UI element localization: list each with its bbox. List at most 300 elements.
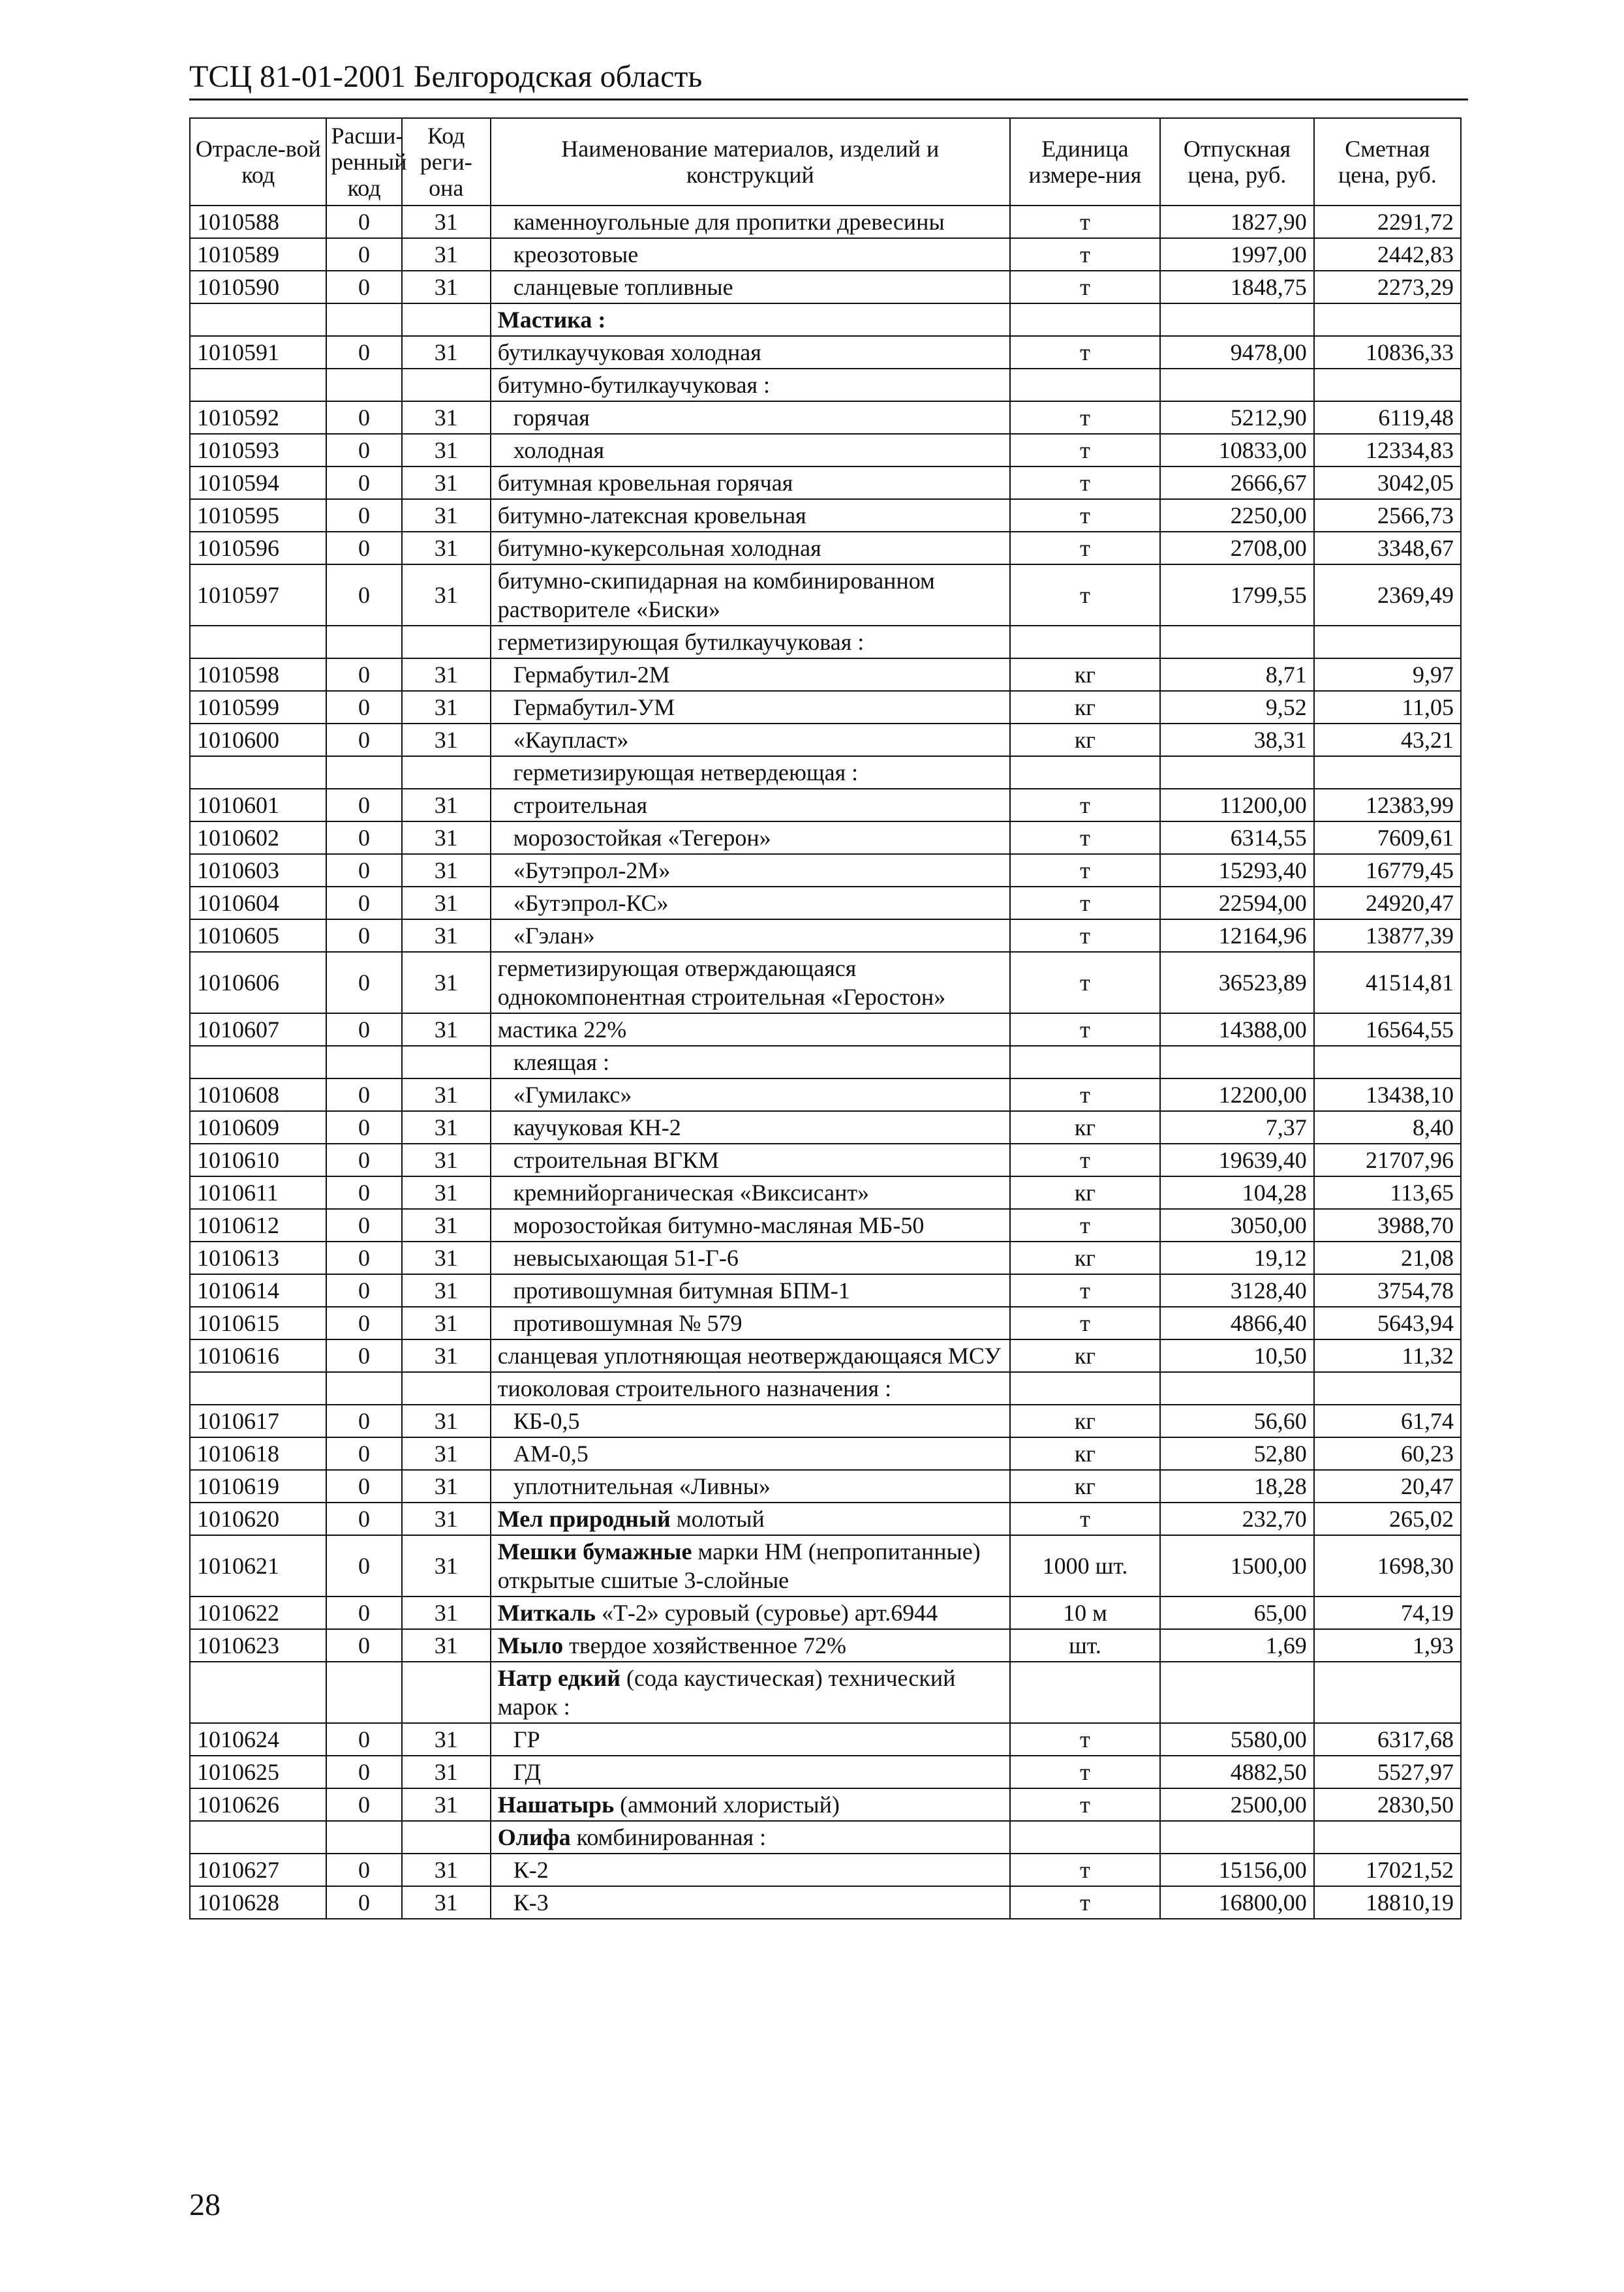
region-code-cell bbox=[402, 756, 491, 789]
estimate-price-cell bbox=[1314, 1821, 1461, 1854]
region-code-cell: 31 bbox=[402, 919, 491, 952]
release-price-cell: 1848,75 bbox=[1160, 271, 1314, 303]
name-cell bbox=[491, 1886, 1010, 1919]
estimate-price-cell: 2369,49 bbox=[1314, 564, 1461, 626]
code-cell: 1010625 bbox=[190, 1756, 326, 1788]
code-cell: 1010609 bbox=[190, 1111, 326, 1144]
estimate-price-cell: 2566,73 bbox=[1314, 499, 1461, 532]
extended-code-cell: 0 bbox=[326, 336, 401, 369]
region-code-cell: 31 bbox=[402, 1209, 491, 1242]
name-bold-part: Мыло bbox=[497, 1632, 564, 1658]
estimate-price-cell: 2442,83 bbox=[1314, 238, 1461, 271]
estimate-price-cell bbox=[1314, 626, 1461, 658]
unit-cell bbox=[1010, 1662, 1160, 1723]
release-price-cell: 1,69 bbox=[1160, 1629, 1314, 1662]
estimate-price-cell: 21707,96 bbox=[1314, 1144, 1461, 1176]
unit-cell bbox=[1010, 1821, 1160, 1854]
code-cell: 1010617 bbox=[190, 1405, 326, 1437]
release-price-cell: 52,80 bbox=[1160, 1437, 1314, 1470]
estimate-price-cell: 6119,48 bbox=[1314, 401, 1461, 434]
release-price-cell: 19639,40 bbox=[1160, 1144, 1314, 1176]
region-code-cell: 31 bbox=[402, 1111, 491, 1144]
estimate-price-cell bbox=[1314, 756, 1461, 789]
release-price-cell: 19,12 bbox=[1160, 1242, 1314, 1274]
code-cell: 1010605 bbox=[190, 919, 326, 952]
name-cell bbox=[491, 1405, 1010, 1437]
unit-cell: т bbox=[1010, 336, 1160, 369]
name-text: Гермабутил-УМ bbox=[513, 694, 675, 720]
region-code-cell: 31 bbox=[402, 532, 491, 564]
name-cell bbox=[491, 789, 1010, 821]
table-row bbox=[190, 919, 1461, 952]
name-text: битумно-кукерсольная холодная bbox=[497, 535, 821, 561]
name-cell bbox=[491, 1274, 1010, 1307]
name-cell bbox=[491, 1788, 1010, 1821]
code-cell: 1010597 bbox=[190, 564, 326, 626]
code-cell: 1010590 bbox=[190, 271, 326, 303]
release-price-cell: 2250,00 bbox=[1160, 499, 1314, 532]
extended-code-cell bbox=[326, 626, 401, 658]
unit-cell: т bbox=[1010, 821, 1160, 854]
region-code-cell: 31 bbox=[402, 1144, 491, 1176]
extended-code-cell: 0 bbox=[326, 1274, 401, 1307]
table-row bbox=[190, 271, 1461, 303]
table-row bbox=[190, 434, 1461, 466]
region-code-cell: 31 bbox=[402, 466, 491, 499]
name-text: «Бутэпрол-КС» bbox=[513, 890, 669, 916]
table-body bbox=[190, 206, 1461, 1919]
unit-cell: т bbox=[1010, 1307, 1160, 1339]
name-cell bbox=[491, 1339, 1010, 1372]
extended-code-cell: 0 bbox=[326, 1437, 401, 1470]
region-code-cell: 31 bbox=[402, 206, 491, 238]
name-cell bbox=[491, 1723, 1010, 1756]
code-cell: 1010607 bbox=[190, 1013, 326, 1046]
unit-cell bbox=[1010, 369, 1160, 401]
estimate-price-cell: 11,32 bbox=[1314, 1339, 1461, 1372]
name-text: сланцевые топливные bbox=[513, 274, 733, 300]
code-cell bbox=[190, 1821, 326, 1854]
estimate-price-cell: 2273,29 bbox=[1314, 271, 1461, 303]
name-text: битумно-латексная кровельная bbox=[497, 502, 806, 528]
extended-code-cell: 0 bbox=[326, 1078, 401, 1111]
table-row bbox=[190, 1405, 1461, 1437]
name-text: каменноугольные для пропитки древесины bbox=[513, 209, 945, 235]
region-code-cell: 31 bbox=[402, 789, 491, 821]
name-cell bbox=[491, 532, 1010, 564]
table-row bbox=[190, 1144, 1461, 1176]
release-price-cell: 1997,00 bbox=[1160, 238, 1314, 271]
estimate-price-cell: 1698,30 bbox=[1314, 1535, 1461, 1597]
table-row bbox=[190, 401, 1461, 434]
unit-cell: кг bbox=[1010, 1242, 1160, 1274]
release-price-cell: 2500,00 bbox=[1160, 1788, 1314, 1821]
name-text: «Каупласт» bbox=[513, 727, 629, 753]
code-cell: 1010606 bbox=[190, 952, 326, 1013]
estimate-price-cell bbox=[1314, 1372, 1461, 1405]
document-header: ТСЦ 81-01-2001 Белгородская область bbox=[189, 59, 703, 94]
unit-cell: 10 м bbox=[1010, 1597, 1160, 1629]
region-code-cell: 31 bbox=[402, 1723, 491, 1756]
release-price-cell: 65,00 bbox=[1160, 1597, 1314, 1629]
region-code-cell: 31 bbox=[402, 854, 491, 887]
code-cell: 1010596 bbox=[190, 532, 326, 564]
code-cell: 1010614 bbox=[190, 1274, 326, 1307]
name-cell bbox=[491, 1176, 1010, 1209]
region-code-cell: 31 bbox=[402, 1535, 491, 1597]
name-cell bbox=[491, 1854, 1010, 1886]
region-code-cell: 31 bbox=[402, 821, 491, 854]
column-header-extended-code: Расши-ренный код bbox=[326, 118, 401, 206]
region-code-cell: 31 bbox=[402, 1788, 491, 1821]
release-price-cell: 5580,00 bbox=[1160, 1723, 1314, 1756]
extended-code-cell: 0 bbox=[326, 1144, 401, 1176]
unit-cell: т bbox=[1010, 434, 1160, 466]
name-text: герметизирующая отверждающаяся однокомпонентная строительная «Геростон» bbox=[497, 955, 946, 1010]
extended-code-cell: 0 bbox=[326, 724, 401, 756]
name-cell bbox=[491, 336, 1010, 369]
unit-cell: кг bbox=[1010, 1405, 1160, 1437]
name-cell bbox=[491, 887, 1010, 919]
name-cell bbox=[491, 919, 1010, 952]
column-header-code: Отрасле-вой код bbox=[190, 118, 326, 206]
region-code-cell bbox=[402, 303, 491, 336]
name-cell bbox=[491, 1821, 1010, 1854]
table-row bbox=[190, 1307, 1461, 1339]
name-text: марки НМ (непропитанные) открытые сшитые 3-слойные bbox=[497, 1538, 981, 1593]
release-price-cell: 11200,00 bbox=[1160, 789, 1314, 821]
extended-code-cell: 0 bbox=[326, 1307, 401, 1339]
release-price-cell bbox=[1160, 1821, 1314, 1854]
name-cell bbox=[491, 1013, 1010, 1046]
release-price-cell: 12200,00 bbox=[1160, 1078, 1314, 1111]
release-price-cell bbox=[1160, 1662, 1314, 1723]
code-cell: 1010591 bbox=[190, 336, 326, 369]
estimate-price-cell: 113,65 bbox=[1314, 1176, 1461, 1209]
name-cell bbox=[491, 1629, 1010, 1662]
extended-code-cell: 0 bbox=[326, 1242, 401, 1274]
code-cell: 1010612 bbox=[190, 1209, 326, 1242]
release-price-cell: 22594,00 bbox=[1160, 887, 1314, 919]
code-cell: 1010592 bbox=[190, 401, 326, 434]
unit-cell: т bbox=[1010, 1013, 1160, 1046]
table-row bbox=[190, 1629, 1461, 1662]
release-price-cell: 104,28 bbox=[1160, 1176, 1314, 1209]
release-price-cell: 10,50 bbox=[1160, 1339, 1314, 1372]
name-text: строительная ВГКМ bbox=[513, 1147, 719, 1173]
extended-code-cell: 0 bbox=[326, 1723, 401, 1756]
code-cell: 1010628 bbox=[190, 1886, 326, 1919]
extended-code-cell: 0 bbox=[326, 271, 401, 303]
estimate-price-cell bbox=[1314, 1046, 1461, 1078]
estimate-price-cell: 5527,97 bbox=[1314, 1756, 1461, 1788]
estimate-price-cell: 2830,50 bbox=[1314, 1788, 1461, 1821]
extended-code-cell bbox=[326, 369, 401, 401]
region-code-cell bbox=[402, 1372, 491, 1405]
estimate-price-cell: 10836,33 bbox=[1314, 336, 1461, 369]
table-row bbox=[190, 532, 1461, 564]
name-text: «Гумилакс» bbox=[513, 1082, 632, 1108]
unit-cell: т bbox=[1010, 952, 1160, 1013]
name-bold-part: Миткаль bbox=[497, 1600, 596, 1626]
name-text: уплотнительная «Ливны» bbox=[513, 1473, 771, 1499]
table-row bbox=[190, 1723, 1461, 1756]
estimate-price-cell: 12334,83 bbox=[1314, 434, 1461, 466]
code-cell: 1010602 bbox=[190, 821, 326, 854]
unit-cell: т bbox=[1010, 789, 1160, 821]
estimate-price-cell: 1,93 bbox=[1314, 1629, 1461, 1662]
estimate-price-cell: 3754,78 bbox=[1314, 1274, 1461, 1307]
name-cell bbox=[491, 466, 1010, 499]
name-cell bbox=[491, 756, 1010, 789]
name-cell bbox=[491, 1111, 1010, 1144]
extended-code-cell: 0 bbox=[326, 206, 401, 238]
name-text: молотый bbox=[670, 1506, 765, 1532]
extended-code-cell: 0 bbox=[326, 1405, 401, 1437]
name-text: «Т-2» суровый (суровье) арт.6944 bbox=[595, 1600, 938, 1626]
code-cell bbox=[190, 1662, 326, 1723]
region-code-cell: 31 bbox=[402, 401, 491, 434]
code-cell: 1010623 bbox=[190, 1629, 326, 1662]
table-row bbox=[190, 821, 1461, 854]
code-cell: 1010622 bbox=[190, 1597, 326, 1629]
unit-cell: кг bbox=[1010, 1111, 1160, 1144]
code-cell: 1010600 bbox=[190, 724, 326, 756]
estimate-price-cell: 13438,10 bbox=[1314, 1078, 1461, 1111]
estimate-price-cell: 43,21 bbox=[1314, 724, 1461, 756]
name-cell bbox=[491, 724, 1010, 756]
table-row bbox=[190, 691, 1461, 724]
name-text: креозотовые bbox=[513, 241, 639, 267]
name-text: битумно-бутилкаучуковая : bbox=[497, 372, 771, 398]
table-row bbox=[190, 1597, 1461, 1629]
name-cell bbox=[491, 1307, 1010, 1339]
table-row bbox=[190, 1013, 1461, 1046]
name-cell bbox=[491, 1242, 1010, 1274]
release-price-cell: 9,52 bbox=[1160, 691, 1314, 724]
name-cell bbox=[491, 303, 1010, 336]
release-price-cell: 3128,40 bbox=[1160, 1274, 1314, 1307]
column-header-unit: Единица измере-ния bbox=[1010, 118, 1160, 206]
extended-code-cell: 0 bbox=[326, 789, 401, 821]
unit-cell bbox=[1010, 303, 1160, 336]
name-cell bbox=[491, 821, 1010, 854]
extended-code-cell: 0 bbox=[326, 1629, 401, 1662]
name-text: горячая bbox=[513, 405, 590, 431]
release-price-cell: 16800,00 bbox=[1160, 1886, 1314, 1919]
name-cell bbox=[491, 854, 1010, 887]
table-row bbox=[190, 466, 1461, 499]
region-code-cell: 31 bbox=[402, 1886, 491, 1919]
name-bold-part: Мел природный bbox=[497, 1506, 671, 1532]
unit-cell: т bbox=[1010, 564, 1160, 626]
region-code-cell bbox=[402, 1046, 491, 1078]
extended-code-cell: 0 bbox=[326, 1209, 401, 1242]
code-cell bbox=[190, 1372, 326, 1405]
estimate-price-cell: 12383,99 bbox=[1314, 789, 1461, 821]
region-code-cell bbox=[402, 1662, 491, 1723]
release-price-cell: 8,71 bbox=[1160, 658, 1314, 691]
table-row bbox=[190, 1176, 1461, 1209]
name-cell bbox=[491, 1372, 1010, 1405]
estimate-price-cell: 11,05 bbox=[1314, 691, 1461, 724]
name-cell bbox=[491, 1209, 1010, 1242]
release-price-cell: 1799,55 bbox=[1160, 564, 1314, 626]
code-cell: 1010610 bbox=[190, 1144, 326, 1176]
extended-code-cell bbox=[326, 1372, 401, 1405]
code-cell: 1010615 bbox=[190, 1307, 326, 1339]
name-bold-part: Натр едкий bbox=[497, 1665, 620, 1691]
unit-cell: кг bbox=[1010, 1437, 1160, 1470]
estimate-price-cell: 5643,94 bbox=[1314, 1307, 1461, 1339]
region-code-cell bbox=[402, 626, 491, 658]
name-text: Гермабутил-2М bbox=[513, 662, 670, 688]
extended-code-cell: 0 bbox=[326, 1176, 401, 1209]
table-row bbox=[190, 658, 1461, 691]
extended-code-cell bbox=[326, 1046, 401, 1078]
region-code-cell: 31 bbox=[402, 1307, 491, 1339]
estimate-price-cell: 13877,39 bbox=[1314, 919, 1461, 952]
unit-cell: 1000 шт. bbox=[1010, 1535, 1160, 1597]
name-text: строительная bbox=[513, 792, 648, 818]
table-row bbox=[190, 1503, 1461, 1535]
code-cell: 1010589 bbox=[190, 238, 326, 271]
header-rule bbox=[189, 99, 1468, 100]
extended-code-cell: 0 bbox=[326, 1339, 401, 1372]
region-code-cell: 31 bbox=[402, 1242, 491, 1274]
name-cell bbox=[491, 401, 1010, 434]
code-cell: 1010619 bbox=[190, 1470, 326, 1503]
table-row bbox=[190, 887, 1461, 919]
table-row bbox=[190, 1046, 1461, 1078]
extended-code-cell: 0 bbox=[326, 952, 401, 1013]
name-text: морозостойкая «Тегерон» bbox=[513, 825, 771, 851]
extended-code-cell: 0 bbox=[326, 564, 401, 626]
name-cell bbox=[491, 271, 1010, 303]
release-price-cell bbox=[1160, 626, 1314, 658]
release-price-cell: 4866,40 bbox=[1160, 1307, 1314, 1339]
name-text: ГР bbox=[513, 1726, 540, 1752]
unit-cell: т bbox=[1010, 1144, 1160, 1176]
name-text: битумная кровельная горячая bbox=[497, 470, 793, 496]
extended-code-cell: 0 bbox=[326, 1013, 401, 1046]
table-row bbox=[190, 336, 1461, 369]
release-price-cell: 56,60 bbox=[1160, 1405, 1314, 1437]
name-text: кремнийорганическая «Виксисант» bbox=[513, 1180, 870, 1206]
release-price-cell: 4882,50 bbox=[1160, 1756, 1314, 1788]
release-price-cell: 9478,00 bbox=[1160, 336, 1314, 369]
name-cell bbox=[491, 499, 1010, 532]
name-cell bbox=[491, 1597, 1010, 1629]
column-header-release-price: Отпускная цена, руб. bbox=[1160, 118, 1314, 206]
unit-cell: шт. bbox=[1010, 1629, 1160, 1662]
extended-code-cell: 0 bbox=[326, 691, 401, 724]
unit-cell: т bbox=[1010, 401, 1160, 434]
name-text: холодная bbox=[513, 437, 604, 463]
region-code-cell: 31 bbox=[402, 887, 491, 919]
release-price-cell: 36523,89 bbox=[1160, 952, 1314, 1013]
code-cell: 1010595 bbox=[190, 499, 326, 532]
estimate-price-cell: 74,19 bbox=[1314, 1597, 1461, 1629]
extended-code-cell: 0 bbox=[326, 1503, 401, 1535]
release-price-cell: 1500,00 bbox=[1160, 1535, 1314, 1597]
code-cell: 1010624 bbox=[190, 1723, 326, 1756]
extended-code-cell: 0 bbox=[326, 887, 401, 919]
table-row bbox=[190, 1535, 1461, 1597]
release-price-cell: 18,28 bbox=[1160, 1470, 1314, 1503]
table-row bbox=[190, 206, 1461, 238]
name-text: (аммоний хлористый) bbox=[614, 1792, 840, 1818]
name-text: ГД bbox=[513, 1759, 542, 1785]
region-code-cell: 31 bbox=[402, 1756, 491, 1788]
estimate-price-cell: 20,47 bbox=[1314, 1470, 1461, 1503]
unit-cell: т bbox=[1010, 854, 1160, 887]
unit-cell: кг bbox=[1010, 1470, 1160, 1503]
unit-cell: т bbox=[1010, 1274, 1160, 1307]
name-text: морозостойкая битумно-масляная МБ-50 bbox=[513, 1212, 925, 1238]
unit-cell: кг bbox=[1010, 658, 1160, 691]
estimate-price-cell: 9,97 bbox=[1314, 658, 1461, 691]
code-cell: 1010620 bbox=[190, 1503, 326, 1535]
unit-cell: т bbox=[1010, 238, 1160, 271]
unit-cell: т bbox=[1010, 1788, 1160, 1821]
region-code-cell: 31 bbox=[402, 499, 491, 532]
name-cell bbox=[491, 238, 1010, 271]
code-cell bbox=[190, 1046, 326, 1078]
extended-code-cell: 0 bbox=[326, 1854, 401, 1886]
name-cell bbox=[491, 1144, 1010, 1176]
region-code-cell: 31 bbox=[402, 1597, 491, 1629]
table-row bbox=[190, 1078, 1461, 1111]
estimate-price-cell: 17021,52 bbox=[1314, 1854, 1461, 1886]
table-row bbox=[190, 1756, 1461, 1788]
release-price-cell: 6314,55 bbox=[1160, 821, 1314, 854]
name-bold-part: Олифа bbox=[497, 1824, 571, 1850]
table-row bbox=[190, 1111, 1461, 1144]
column-header-region-code: Код реги-она bbox=[402, 118, 491, 206]
estimate-price-cell: 8,40 bbox=[1314, 1111, 1461, 1144]
estimate-price-cell: 60,23 bbox=[1314, 1437, 1461, 1470]
release-price-cell: 15156,00 bbox=[1160, 1854, 1314, 1886]
name-text: герметизирующая нетвердеющая : bbox=[513, 759, 859, 786]
name-cell bbox=[491, 1662, 1010, 1723]
unit-cell: т bbox=[1010, 1886, 1160, 1919]
table-row bbox=[190, 1339, 1461, 1372]
release-price-cell: 14388,00 bbox=[1160, 1013, 1314, 1046]
extended-code-cell: 0 bbox=[326, 434, 401, 466]
table-row bbox=[190, 499, 1461, 532]
name-text: (сода каустическая) технический марок : bbox=[497, 1665, 956, 1720]
extended-code-cell: 0 bbox=[326, 532, 401, 564]
region-code-cell bbox=[402, 1821, 491, 1854]
unit-cell: кг bbox=[1010, 1176, 1160, 1209]
name-text: бутилкаучуковая холодная bbox=[497, 339, 761, 365]
code-cell: 1010627 bbox=[190, 1854, 326, 1886]
table-row bbox=[190, 564, 1461, 626]
region-code-cell: 31 bbox=[402, 1176, 491, 1209]
unit-cell bbox=[1010, 1372, 1160, 1405]
name-cell bbox=[491, 1535, 1010, 1597]
name-cell bbox=[491, 1756, 1010, 1788]
region-code-cell: 31 bbox=[402, 271, 491, 303]
name-text: твердое хозяйственное 72% bbox=[563, 1632, 846, 1658]
name-cell bbox=[491, 952, 1010, 1013]
release-price-cell: 1827,90 bbox=[1160, 206, 1314, 238]
region-code-cell: 31 bbox=[402, 658, 491, 691]
table-row bbox=[190, 1209, 1461, 1242]
unit-cell bbox=[1010, 1046, 1160, 1078]
table-row bbox=[190, 724, 1461, 756]
